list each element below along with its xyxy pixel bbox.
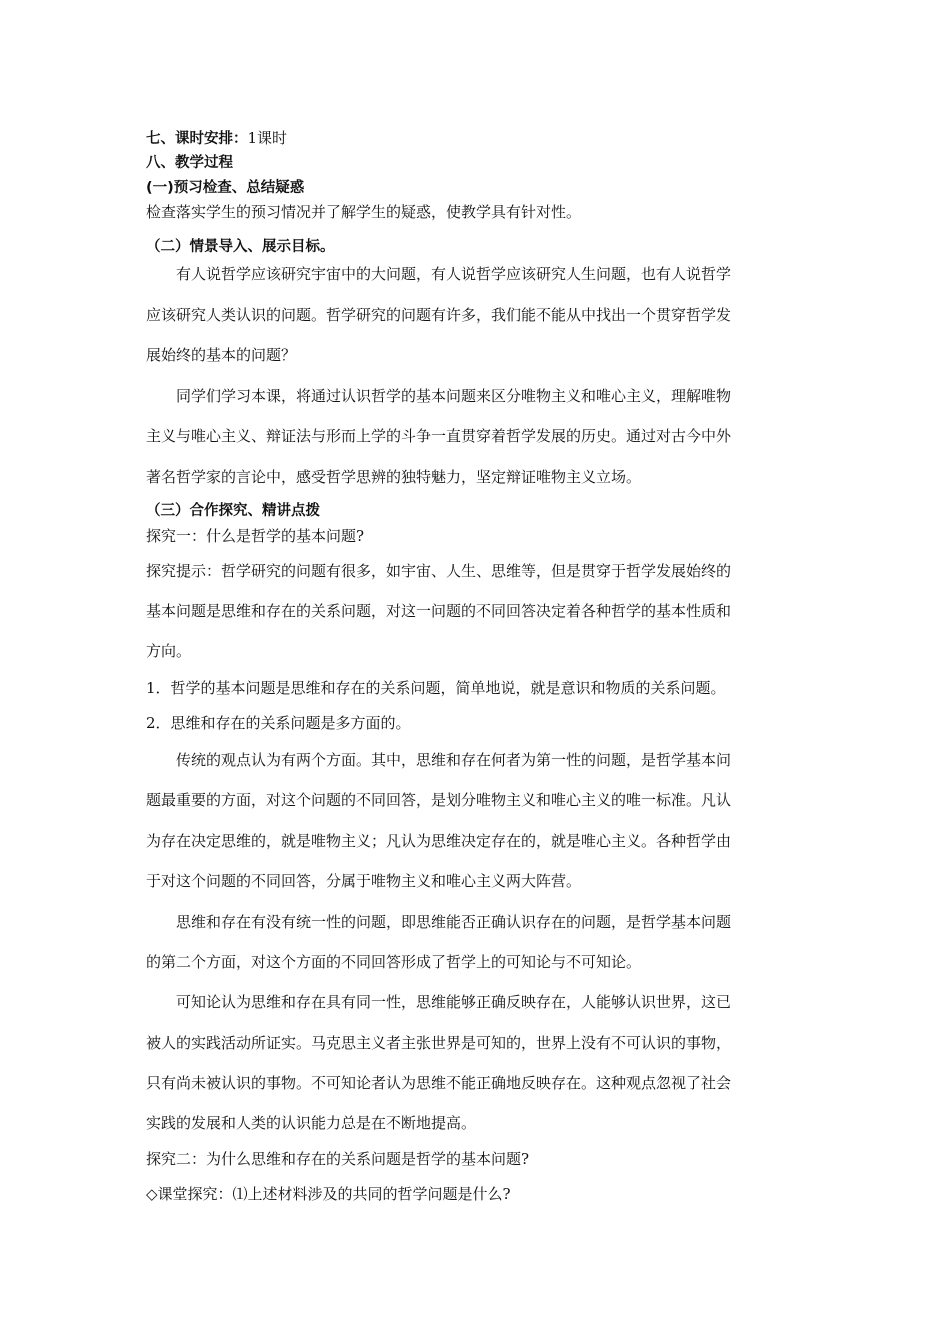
paragraph-line: 同学们学习本课，将通过认识哲学的基本问题来区分唯物主义和唯心主义，理解唯物: [176, 387, 732, 405]
paragraph-line: 被人的实践活动所证实。马克思主义者主张世界是可知的，世界上没有不可认识的事物，: [146, 1034, 732, 1052]
section-7-value: 1课时: [247, 129, 288, 147]
hint-line: 探究提示：哲学研究的问题有很多，如宇宙、人生、思维等，但是贯穿于哲学发展始终的: [146, 562, 732, 580]
paragraph-line: 只有尚未被认识的事物。不可知论者认为思维不能正确地反映存在。这种观点忽视了社会: [146, 1074, 732, 1092]
paragraph-line: 应该研究人类认识的问题。哲学研究的问题有许多，我们能不能从中找出一个贯穿哲学发: [146, 306, 732, 324]
paragraph-line: 展始终的基本的问题？: [146, 346, 297, 364]
paragraph-line: 著名哲学家的言论中，感受哲学思辨的独特魅力，坚定辩证唯物主义立场。: [146, 468, 642, 486]
section-8-heading: 八、教学过程: [146, 155, 233, 171]
paragraph-line: 题最重要的方面，对这个问题的不同回答，是划分唯物主义和唯心主义的唯一标准。凡认: [146, 791, 732, 809]
classroom-inquiry: ◇课堂探究：⑴上述材料涉及的共同的哲学问题是什么?: [146, 1185, 511, 1203]
paragraph-line: 传统的观点认为有两个方面。其中，思维和存在何者为第一性的问题，是哲学基本问: [176, 751, 732, 769]
paragraph-line: 可知论认为思维和存在具有同一性，思维能够正确反映存在，人能够认识世界，这已: [176, 993, 732, 1011]
paragraph-line: 思维和存在有没有统一性的问题，即思维能否正确认识存在的问题，是哲学基本问题: [176, 913, 732, 931]
paragraph-line: 实践的发展和人类的认识能力总是在不断地提高。: [146, 1114, 477, 1132]
list-item-2: 2．思维和存在的关系问题是多方面的。: [146, 714, 411, 732]
inquiry-1: 探究一：什么是哲学的基本问题?: [146, 527, 365, 545]
part-2-heading: （二）情景导入、展示目标。: [146, 239, 335, 255]
paragraph-line: 主义与唯心主义、辩证法与形而上学的斗争一直贯穿着哲学发展的历史。通过对古今中外: [146, 427, 732, 445]
hint-line: 方向。: [146, 642, 192, 660]
inquiry-2: 探究二：为什么思维和存在的关系问题是哲学的基本问题?: [146, 1150, 530, 1168]
section-7-label: 七、课时安排：: [146, 131, 248, 147]
part-3-heading: （三）合作探究、精讲点拨: [146, 503, 320, 519]
part-1-text: 检查落实学生的预习情况并了解学生的疑惑，使教学具有针对性。: [146, 203, 582, 221]
paragraph-line: 的第二个方面，对这个方面的不同回答形成了哲学上的可知论与不可知论。: [146, 953, 642, 971]
paragraph-line: 有人说哲学应该研究宇宙中的大问题，有人说哲学应该研究人生问题，也有人说哲学: [176, 265, 732, 283]
section-7-heading: [146, 128, 816, 149]
part-1-heading: (一)预习检查、总结疑惑: [146, 180, 305, 196]
list-item-1: 1．哲学的基本问题是思维和存在的关系问题，简单地说，就是意识和物质的关系问题。: [146, 679, 726, 697]
hint-line: 基本问题是思维和存在的关系问题，对这一问题的不同回答决定着各种哲学的基本性质和: [146, 602, 732, 620]
paragraph-line: 于对这个问题的不同回答，分属于唯物主义和唯心主义两大阵营。: [146, 872, 582, 890]
paragraph-line: 为存在决定思维的，就是唯物主义；凡认为思维决定存在的，就是唯心主义。各种哲学由: [146, 832, 732, 850]
